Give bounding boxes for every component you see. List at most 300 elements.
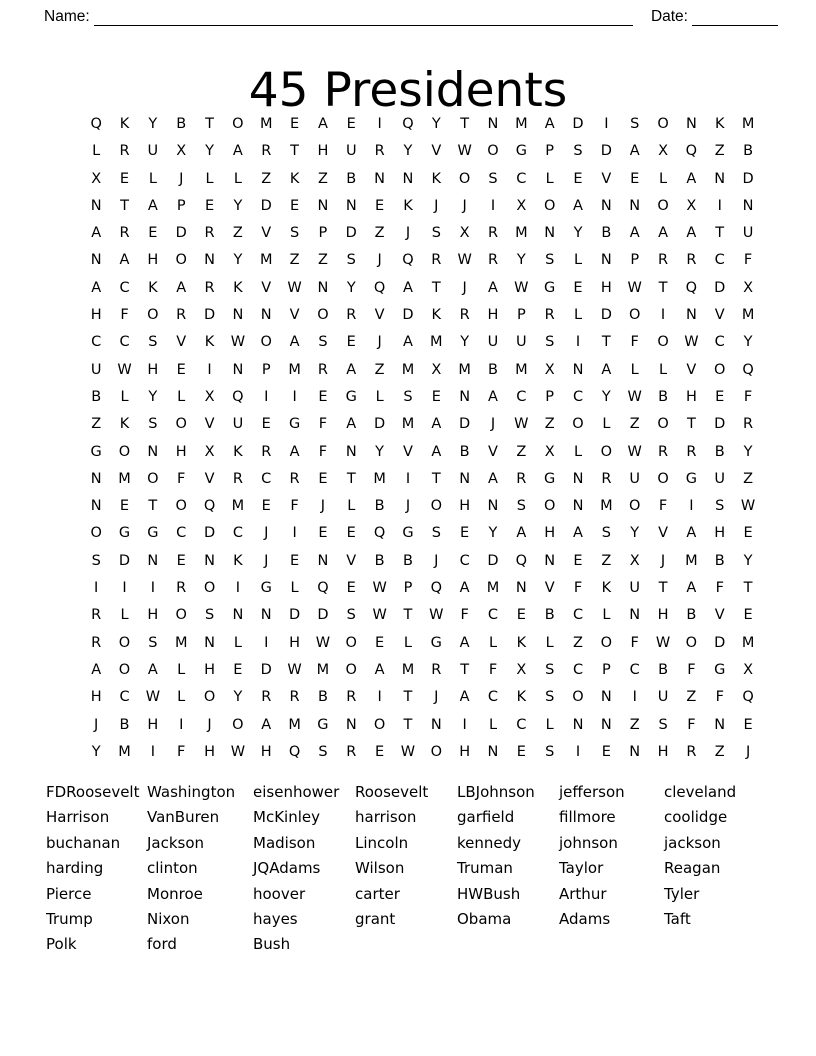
grid-letter[interactable]: E (743, 525, 753, 542)
grid-letter[interactable]: L (92, 143, 101, 160)
grid-letter[interactable]: P (403, 580, 413, 597)
grid-letter[interactable]: E (148, 225, 158, 242)
grid-letter[interactable]: T (403, 689, 413, 706)
grid-letter[interactable]: O (175, 607, 187, 624)
grid-letter[interactable]: S (289, 225, 300, 242)
grid-letter[interactable]: J (660, 552, 666, 569)
grid-letter[interactable]: L (347, 498, 356, 515)
grid-letter[interactable]: T (743, 580, 753, 597)
grid-letter[interactable]: G (402, 525, 414, 542)
grid-letter[interactable]: H (600, 279, 612, 296)
grid-letter[interactable]: I (264, 388, 269, 405)
grid-letter[interactable]: K (431, 307, 442, 324)
grid-letter[interactable]: A (573, 197, 583, 214)
grid-letter[interactable]: E (204, 197, 215, 214)
word-list-item[interactable]: Lincoln (355, 833, 409, 852)
grid-letter[interactable]: F (177, 743, 186, 760)
grid-letter[interactable]: E (516, 743, 526, 760)
grid-letter[interactable]: V (431, 143, 442, 160)
grid-letter[interactable]: F (177, 470, 186, 487)
grid-letter[interactable]: U (657, 689, 669, 706)
grid-letter[interactable]: Q (288, 743, 301, 760)
grid-letter[interactable]: D (260, 661, 272, 678)
grid-letter[interactable]: A (686, 225, 697, 242)
grid-letter[interactable]: W (740, 498, 756, 515)
grid-letter[interactable]: M (288, 716, 301, 733)
grid-letter[interactable]: R (743, 416, 754, 433)
grid-letter[interactable]: I (235, 580, 241, 597)
grid-letter[interactable]: F (715, 580, 724, 597)
word-list-item[interactable]: Pierce (46, 884, 92, 903)
grid-letter[interactable]: X (204, 443, 215, 460)
grid-letter[interactable]: S (488, 170, 498, 187)
grid-letter[interactable]: A (431, 416, 442, 433)
grid-letter[interactable]: R (176, 307, 187, 324)
grid-letter[interactable]: F (460, 607, 469, 624)
grid-letter[interactable]: A (346, 361, 357, 378)
grid-letter[interactable]: U (487, 334, 499, 351)
grid-letter[interactable]: B (488, 361, 498, 378)
grid-letter[interactable]: C (516, 716, 527, 733)
grid-letter[interactable]: W (514, 416, 529, 433)
grid-letter[interactable]: J (745, 743, 751, 760)
word-list-item[interactable]: Obama (457, 910, 512, 929)
grid-letter[interactable]: K (516, 689, 527, 706)
grid-letter[interactable]: F (687, 661, 696, 678)
grid-letter[interactable]: W (117, 361, 132, 378)
word-list-item[interactable]: VanBuren (147, 808, 220, 827)
grid-letter[interactable]: A (402, 334, 413, 351)
grid-letter[interactable]: B (686, 607, 697, 624)
grid-letter[interactable]: L (290, 580, 299, 597)
grid-letter[interactable]: W (372, 580, 387, 597)
grid-letter[interactable]: R (204, 225, 215, 242)
grid-letter[interactable]: N (714, 716, 726, 733)
grid-letter[interactable]: R (487, 225, 499, 242)
grid-letter[interactable]: Q (685, 279, 698, 296)
grid-letter[interactable]: R (261, 443, 272, 460)
grid-letter[interactable]: H (657, 743, 669, 760)
grid-letter[interactable]: E (318, 388, 328, 405)
grid-letter[interactable]: N (572, 361, 584, 378)
grid-letter[interactable]: L (375, 388, 384, 405)
grid-letter[interactable]: L (545, 170, 554, 187)
grid-letter[interactable]: O (628, 307, 641, 324)
grid-letter[interactable]: R (346, 689, 357, 706)
grid-letter[interactable]: B (459, 443, 470, 460)
grid-letter[interactable]: R (232, 470, 243, 487)
grid-letter[interactable]: K (148, 279, 158, 296)
grid-letter[interactable]: N (629, 607, 641, 624)
grid-letter[interactable]: Y (743, 443, 753, 460)
grid-letter[interactable]: L (120, 388, 129, 405)
grid-letter[interactable]: V (714, 307, 725, 324)
grid-letter[interactable]: M (259, 116, 273, 132)
grid-letter[interactable]: L (630, 361, 639, 378)
grid-letter[interactable]: N (742, 197, 754, 214)
grid-letter[interactable]: A (516, 525, 527, 542)
grid-letter[interactable]: M (741, 634, 755, 651)
grid-letter[interactable]: T (715, 225, 725, 242)
grid-letter[interactable]: I (575, 334, 581, 351)
grid-letter[interactable]: N (629, 197, 641, 214)
word-list-item[interactable]: Truman (457, 859, 513, 878)
grid-letter[interactable]: F (120, 307, 129, 324)
grid-letter[interactable]: A (317, 116, 328, 132)
grid-letter[interactable]: N (600, 689, 612, 706)
grid-letter[interactable]: Q (402, 116, 414, 132)
word-list-item[interactable]: fillmore (559, 808, 616, 827)
grid-letter[interactable]: X (629, 552, 640, 569)
grid-letter[interactable]: P (176, 197, 186, 214)
grid-letter[interactable]: S (545, 334, 555, 351)
word-list-item[interactable]: Nixon (147, 910, 190, 929)
grid-letter[interactable]: O (90, 525, 102, 542)
grid-letter[interactable]: O (147, 470, 159, 487)
grid-letter[interactable]: T (346, 470, 356, 487)
word-list-item[interactable]: jackson (664, 833, 721, 852)
grid-letter[interactable]: M (515, 361, 528, 378)
grid-letter[interactable]: C (572, 607, 584, 624)
grid-letter[interactable]: M (600, 498, 613, 515)
grid-letter[interactable]: R (459, 307, 470, 324)
grid-letter[interactable]: G (147, 525, 159, 542)
grid-letter[interactable]: L (545, 716, 554, 733)
grid-letter[interactable]: C (487, 607, 499, 624)
grid-letter[interactable]: G (544, 279, 556, 296)
grid-letter[interactable]: S (658, 716, 668, 733)
word-list-item[interactable]: Reagan (664, 859, 721, 878)
grid-letter[interactable]: E (346, 116, 356, 132)
grid-letter[interactable]: V (686, 361, 697, 378)
grid-letter[interactable]: V (289, 307, 300, 324)
grid-letter[interactable]: I (632, 689, 637, 706)
grid-letter[interactable]: I (122, 580, 127, 597)
grid-letter[interactable]: V (402, 443, 413, 460)
word-list-item[interactable]: Washington (147, 783, 236, 801)
grid-letter[interactable]: P (545, 388, 555, 405)
grid-letter[interactable]: A (658, 225, 668, 242)
grid-letter[interactable]: F (630, 634, 639, 651)
grid-letter[interactable]: G (288, 416, 301, 433)
grid-letter[interactable]: M (458, 361, 471, 378)
grid-letter[interactable]: F (743, 388, 753, 405)
grid-letter[interactable]: E (346, 334, 356, 351)
grid-letter[interactable]: Y (573, 225, 583, 242)
grid-letter[interactable]: L (545, 634, 554, 651)
grid-letter[interactable]: A (261, 716, 272, 733)
grid-letter[interactable]: N (402, 170, 414, 187)
grid-letter[interactable]: M (259, 252, 273, 269)
grid-letter[interactable]: V (261, 279, 272, 296)
grid-letter[interactable]: N (572, 470, 584, 487)
grid-letter[interactable]: Q (685, 143, 698, 160)
grid-letter[interactable]: M (430, 334, 443, 351)
grid-letter[interactable]: O (232, 116, 244, 132)
grid-letter[interactable]: S (545, 252, 555, 269)
grid-letter[interactable]: Z (601, 552, 612, 569)
word-list-item[interactable]: LBJohnson (457, 783, 535, 801)
grid-letter[interactable]: I (94, 580, 99, 597)
grid-letter[interactable]: M (231, 498, 245, 515)
grid-letter[interactable]: L (177, 689, 186, 706)
grid-letter[interactable]: R (261, 689, 272, 706)
grid-letter[interactable]: W (230, 334, 246, 351)
word-list-item[interactable]: garfield (457, 808, 515, 827)
grid-letter[interactable]: I (264, 634, 269, 651)
grid-letter[interactable]: Z (516, 443, 527, 460)
grid-letter[interactable]: E (318, 525, 328, 542)
grid-letter[interactable]: P (516, 307, 526, 324)
grid-letter[interactable]: J (462, 279, 467, 296)
grid-letter[interactable]: D (600, 307, 612, 324)
grid-letter[interactable]: O (175, 252, 187, 269)
grid-letter[interactable]: E (375, 197, 385, 214)
grid-letter[interactable]: C (119, 279, 130, 296)
grid-letter[interactable]: A (573, 525, 583, 542)
grid-letter[interactable]: Y (743, 552, 753, 569)
grid-letter[interactable]: F (318, 443, 328, 460)
grid-letter[interactable]: T (658, 279, 668, 296)
grid-letter[interactable]: R (686, 443, 697, 460)
grid-letter[interactable]: R (91, 634, 102, 651)
grid-letter[interactable]: N (714, 170, 726, 187)
grid-letter[interactable]: T (120, 197, 129, 214)
word-list-item[interactable]: coolidge (664, 808, 728, 827)
grid-letter[interactable]: X (743, 661, 754, 678)
word-list-item[interactable]: Taft (664, 910, 691, 929)
grid-letter[interactable]: D (487, 552, 499, 569)
grid-letter[interactable]: X (204, 388, 215, 405)
grid-letter[interactable]: P (545, 143, 555, 160)
grid-letter[interactable]: F (573, 580, 583, 597)
grid-letter[interactable]: T (431, 470, 441, 487)
grid-letter[interactable]: U (232, 416, 244, 433)
grid-letter[interactable]: N (147, 443, 159, 460)
grid-letter[interactable]: P (261, 361, 271, 378)
grid-letter[interactable]: R (601, 470, 612, 487)
grid-letter[interactable]: W (315, 634, 331, 651)
grid-letter[interactable]: C (714, 252, 725, 269)
grid-letter[interactable]: J (434, 197, 439, 214)
grid-letter[interactable]: H (657, 607, 669, 624)
word-list-item[interactable]: Bush (253, 935, 291, 954)
grid-letter[interactable]: E (289, 116, 300, 132)
grid-letter[interactable]: F (488, 661, 498, 678)
grid-letter[interactable]: M (401, 661, 415, 678)
grid-letter[interactable]: W (627, 388, 642, 405)
grid-letter[interactable]: Z (714, 743, 725, 760)
grid-letter[interactable]: W (514, 279, 529, 296)
grid-letter[interactable]: O (572, 689, 584, 706)
grid-letter[interactable]: E (289, 197, 300, 214)
grid-letter[interactable]: T (205, 116, 214, 132)
grid-letter[interactable]: R (289, 689, 300, 706)
grid-letter[interactable]: B (743, 143, 754, 160)
word-list-item[interactable]: buchanan (46, 833, 121, 852)
grid-letter[interactable]: O (175, 416, 187, 433)
grid-letter[interactable]: O (600, 634, 613, 651)
grid-letter[interactable]: H (147, 361, 159, 378)
grid-letter[interactable]: N (487, 743, 499, 760)
grid-letter[interactable]: N (345, 716, 357, 733)
word-list-item[interactable]: johnson (559, 833, 618, 852)
grid-letter[interactable]: B (91, 388, 102, 405)
word-list-item[interactable]: clinton (147, 859, 198, 878)
grid-letter[interactable]: N (204, 634, 215, 651)
grid-letter[interactable]: W (457, 252, 472, 269)
grid-letter[interactable]: B (374, 498, 385, 515)
grid-letter[interactable]: U (629, 470, 641, 487)
grid-letter[interactable]: W (287, 661, 302, 678)
word-list-item[interactable]: harrison (355, 808, 417, 827)
grid-letter[interactable]: X (516, 661, 527, 678)
grid-letter[interactable]: L (120, 607, 129, 624)
grid-letter[interactable]: G (118, 525, 131, 542)
grid-letter[interactable]: N (600, 197, 612, 214)
grid-letter[interactable]: C (91, 334, 102, 351)
grid-letter[interactable]: Z (714, 143, 725, 160)
grid-letter[interactable]: J (490, 416, 496, 433)
grid-letter[interactable]: X (686, 197, 697, 214)
grid-letter[interactable]: J (320, 498, 326, 515)
grid-letter[interactable]: V (204, 470, 215, 487)
grid-letter[interactable]: I (292, 525, 297, 542)
grid-letter[interactable]: F (743, 252, 753, 269)
grid-letter[interactable]: E (573, 170, 583, 187)
grid-letter[interactable]: E (233, 661, 243, 678)
grid-letter[interactable]: J (462, 197, 467, 214)
grid-letter[interactable]: V (261, 225, 272, 242)
word-list-item[interactable]: hoover (253, 884, 306, 903)
grid-letter[interactable]: O (175, 498, 187, 515)
grid-letter[interactable]: Z (686, 689, 697, 706)
grid-letter[interactable]: S (403, 388, 413, 405)
grid-letter[interactable]: R (346, 307, 357, 324)
grid-letter[interactable]: H (147, 716, 159, 733)
grid-letter[interactable]: K (289, 170, 300, 187)
grid-letter[interactable]: U (516, 334, 527, 351)
grid-letter[interactable]: K (119, 116, 130, 132)
grid-letter[interactable]: M (118, 470, 131, 487)
grid-letter[interactable]: F (715, 689, 724, 706)
grid-letter[interactable]: S (630, 116, 640, 132)
grid-letter[interactable]: I (150, 580, 155, 597)
grid-letter[interactable]: Q (373, 279, 386, 296)
grid-letter[interactable]: D (572, 116, 584, 132)
word-list-item[interactable]: Taylor (559, 859, 604, 878)
grid-letter[interactable]: A (289, 334, 300, 351)
grid-letter[interactable]: I (377, 689, 382, 706)
grid-letter[interactable]: E (176, 361, 186, 378)
grid-letter[interactable]: J (434, 552, 439, 569)
grid-letter[interactable]: N (459, 388, 471, 405)
grid-letter[interactable]: P (601, 661, 611, 678)
grid-letter[interactable]: E (630, 170, 640, 187)
grid-letter[interactable]: O (430, 743, 442, 760)
grid-letter[interactable]: Q (742, 689, 754, 706)
grid-letter[interactable]: A (459, 634, 470, 651)
grid-letter[interactable]: L (233, 634, 242, 651)
grid-letter[interactable]: R (119, 143, 130, 160)
grid-letter[interactable]: N (260, 307, 272, 324)
grid-letter[interactable]: O (373, 716, 386, 733)
grid-letter[interactable]: M (401, 416, 415, 433)
grid-letter[interactable]: O (657, 116, 669, 132)
grid-letter[interactable]: R (176, 580, 187, 597)
grid-letter[interactable]: E (743, 716, 753, 733)
grid-letter[interactable]: Z (232, 225, 243, 242)
grid-letter[interactable]: Q (203, 498, 216, 515)
grid-letter[interactable]: E (573, 279, 583, 296)
grid-letter[interactable]: B (601, 225, 612, 242)
grid-letter[interactable]: N (345, 197, 357, 214)
grid-letter[interactable]: L (659, 361, 668, 378)
grid-letter[interactable]: O (345, 661, 357, 678)
grid-letter[interactable]: R (686, 252, 697, 269)
grid-letter[interactable]: N (345, 443, 357, 460)
grid-letter[interactable]: H (147, 607, 159, 624)
grid-letter[interactable]: T (658, 580, 668, 597)
grid-letter[interactable]: S (516, 498, 526, 515)
grid-letter[interactable]: I (689, 498, 694, 515)
grid-letter[interactable]: N (374, 170, 386, 187)
grid-letter[interactable]: A (91, 279, 102, 296)
grid-letter[interactable]: N (90, 252, 102, 269)
grid-letter[interactable]: T (431, 279, 441, 296)
grid-letter[interactable]: I (660, 307, 666, 324)
grid-letter[interactable]: U (742, 225, 754, 242)
grid-letter[interactable]: O (203, 580, 216, 597)
grid-letter[interactable]: L (403, 634, 412, 651)
word-list-item[interactable]: eisenhower (253, 783, 340, 801)
grid-letter[interactable]: A (488, 470, 498, 487)
grid-letter[interactable]: K (403, 197, 413, 214)
grid-letter[interactable]: O (685, 634, 698, 651)
grid-letter[interactable]: Y (91, 743, 101, 760)
grid-letter[interactable]: T (601, 334, 611, 351)
word-list-item[interactable]: cleveland (664, 783, 737, 801)
grid-letter[interactable]: S (715, 498, 725, 515)
grid-letter[interactable]: R (261, 143, 272, 160)
word-list-item[interactable]: kennedy (457, 833, 522, 852)
grid-letter[interactable]: N (430, 716, 442, 733)
grid-letter[interactable]: A (91, 661, 102, 678)
grid-letter[interactable]: C (119, 334, 130, 351)
grid-letter[interactable]: X (176, 143, 187, 160)
grid-letter[interactable]: N (90, 470, 102, 487)
grid-letter[interactable]: D (714, 416, 726, 433)
grid-letter[interactable]: G (714, 661, 726, 678)
grid-letter[interactable]: O (543, 498, 556, 515)
grid-letter[interactable]: K (204, 334, 215, 351)
grid-letter[interactable]: S (346, 607, 356, 624)
grid-letter[interactable]: Q (90, 116, 102, 132)
grid-letter[interactable]: E (573, 552, 583, 569)
grid-letter[interactable]: O (203, 689, 216, 706)
grid-letter[interactable]: W (287, 279, 302, 296)
grid-letter[interactable]: Z (317, 170, 328, 187)
grid-letter[interactable]: O (628, 498, 641, 515)
grid-letter[interactable]: K (233, 443, 243, 460)
grid-letter[interactable]: K (601, 580, 612, 597)
grid-letter[interactable]: M (741, 307, 755, 324)
grid-letter[interactable]: M (174, 634, 188, 651)
grid-letter[interactable]: R (431, 252, 442, 269)
grid-letter[interactable]: S (601, 525, 611, 542)
grid-letter[interactable]: E (375, 634, 385, 651)
grid-letter[interactable]: E (261, 498, 271, 515)
